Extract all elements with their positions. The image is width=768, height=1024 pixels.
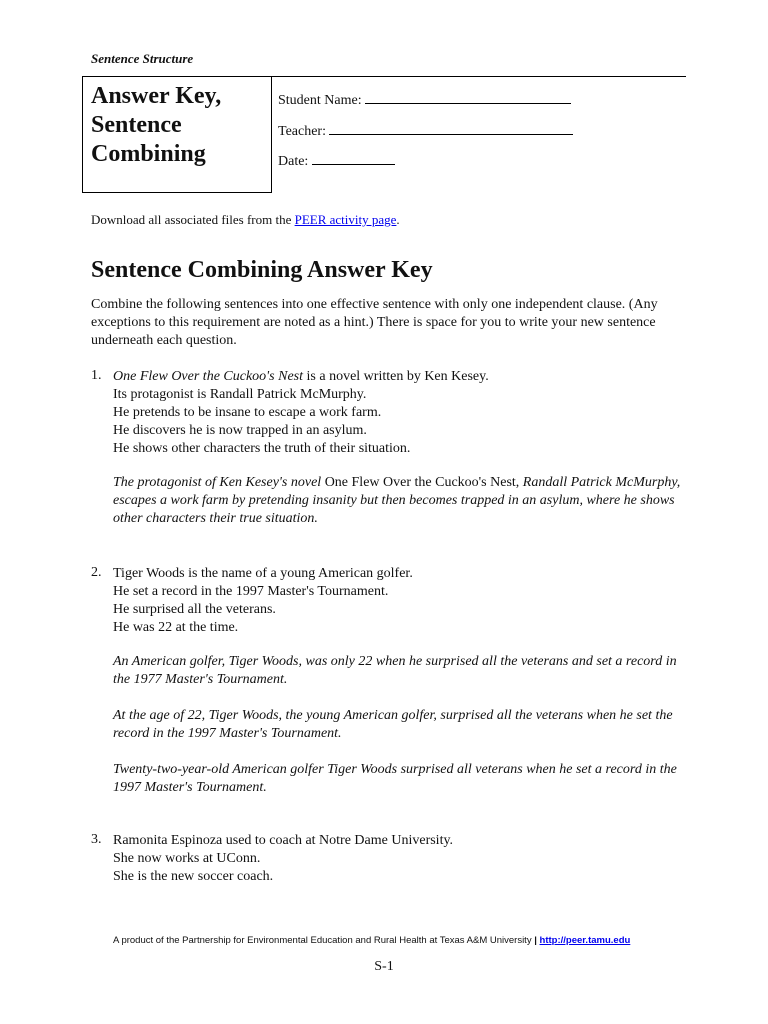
question-1-line-2: Its protagonist is Randall Patrick McMurphy. bbox=[113, 387, 367, 402]
question-3-line-1: Ramonita Espinoza used to coach at Notre Dame University. bbox=[113, 833, 454, 848]
question-1-answer bbox=[113, 474, 683, 528]
answer-1-part-2: Randall Patrick McMurphy, escapes a work farm by pretending insanity but then becomes trapped in an asylum, where he shows other characters their true situation. bbox=[113, 475, 681, 526]
question-3-line-2: She now works at UConn. bbox=[113, 851, 261, 866]
footer-separator: | bbox=[531, 935, 540, 946]
date-label: Date: bbox=[278, 154, 309, 169]
question-3-number: 3. bbox=[91, 832, 102, 847]
page-heading: Sentence Combining Answer Key bbox=[91, 257, 433, 283]
page-number: S-1 bbox=[374, 959, 394, 974]
title-box bbox=[82, 76, 272, 193]
download-prefix: Download all associated files from the bbox=[91, 212, 295, 227]
question-2-line-3: He surprised all the veterans. bbox=[113, 602, 276, 617]
answer-1-part-1: The protagonist of Ken Kesey's novel bbox=[113, 475, 325, 490]
footer-text: A product of the Partnership for Environmental Education and Rural Health at Texas A&M University bbox=[113, 935, 532, 946]
worksheet-title: Answer Key, Sentence Combining bbox=[91, 83, 222, 167]
peer-activity-link[interactable]: PEER activity page bbox=[294, 212, 397, 227]
footer-link[interactable]: http://peer.tamu.edu bbox=[539, 935, 631, 946]
question-2-answer-3: Twenty-two-year-old American golfer Tiger Woods surprised all veterans when he set a record in the 1997 Master's Tournament. bbox=[113, 762, 677, 795]
question-1-line-3: He pretends to be insane to escape a work farm. bbox=[113, 405, 382, 420]
question-1-sentences bbox=[113, 368, 489, 458]
question-2-sentences bbox=[113, 565, 413, 637]
question-2-answer-1: An American golfer, Tiger Woods, was only 22 when he surprised all the veterans and set a record in the 1977 Master's Tournament. bbox=[113, 654, 677, 687]
question-1-number: 1. bbox=[91, 368, 102, 383]
question-1-line-4: He discovers he is now trapped in an asylum. bbox=[113, 423, 367, 438]
answer-1-title: One Flew Over the Cuckoo's Nest, bbox=[324, 475, 520, 490]
question-1-line-5: He shows other characters the truth of their situation. bbox=[113, 441, 411, 456]
student-name-label: Student Name: bbox=[278, 93, 362, 108]
question-1-line-1 bbox=[113, 368, 489, 386]
question-2-line-2: He set a record in the 1997 Master's Tournament. bbox=[113, 584, 389, 599]
student-name-field[interactable] bbox=[278, 90, 571, 109]
question-2-answer-2: At the age of 22, Tiger Woods, the young American golfer, surprised all the veterans when he set the record in the 1997 Master's Tournament. bbox=[113, 708, 673, 741]
teacher-field[interactable] bbox=[278, 121, 573, 140]
novel-title: One Flew Over the Cuckoo's Nest bbox=[113, 369, 304, 384]
instructions: Combine the following sentences into one effective sentence with only one independent clause. (Any exceptions to this requirement are noted as a hint.) There is space for you to write your new sentence underneath each question. bbox=[91, 297, 658, 348]
question-3-sentences bbox=[113, 832, 453, 886]
question-2-line-4: He was 22 at the time. bbox=[113, 620, 239, 635]
section-label: Sentence Structure bbox=[91, 51, 194, 66]
download-suffix: . bbox=[396, 212, 400, 227]
question-1-line-1-rest: is a novel written by Ken Kesey. bbox=[303, 369, 489, 384]
question-3-line-3: She is the new soccer coach. bbox=[113, 869, 274, 884]
student-name-blank[interactable] bbox=[365, 90, 571, 104]
question-2-line-1: Tiger Woods is the name of a young American golfer. bbox=[113, 566, 413, 581]
footer bbox=[113, 935, 630, 946]
date-blank[interactable] bbox=[312, 151, 395, 165]
teacher-blank[interactable] bbox=[329, 121, 573, 135]
date-field[interactable] bbox=[278, 151, 395, 170]
teacher-label: Teacher: bbox=[278, 124, 326, 139]
question-2-number: 2. bbox=[91, 565, 102, 580]
download-note bbox=[91, 212, 400, 228]
